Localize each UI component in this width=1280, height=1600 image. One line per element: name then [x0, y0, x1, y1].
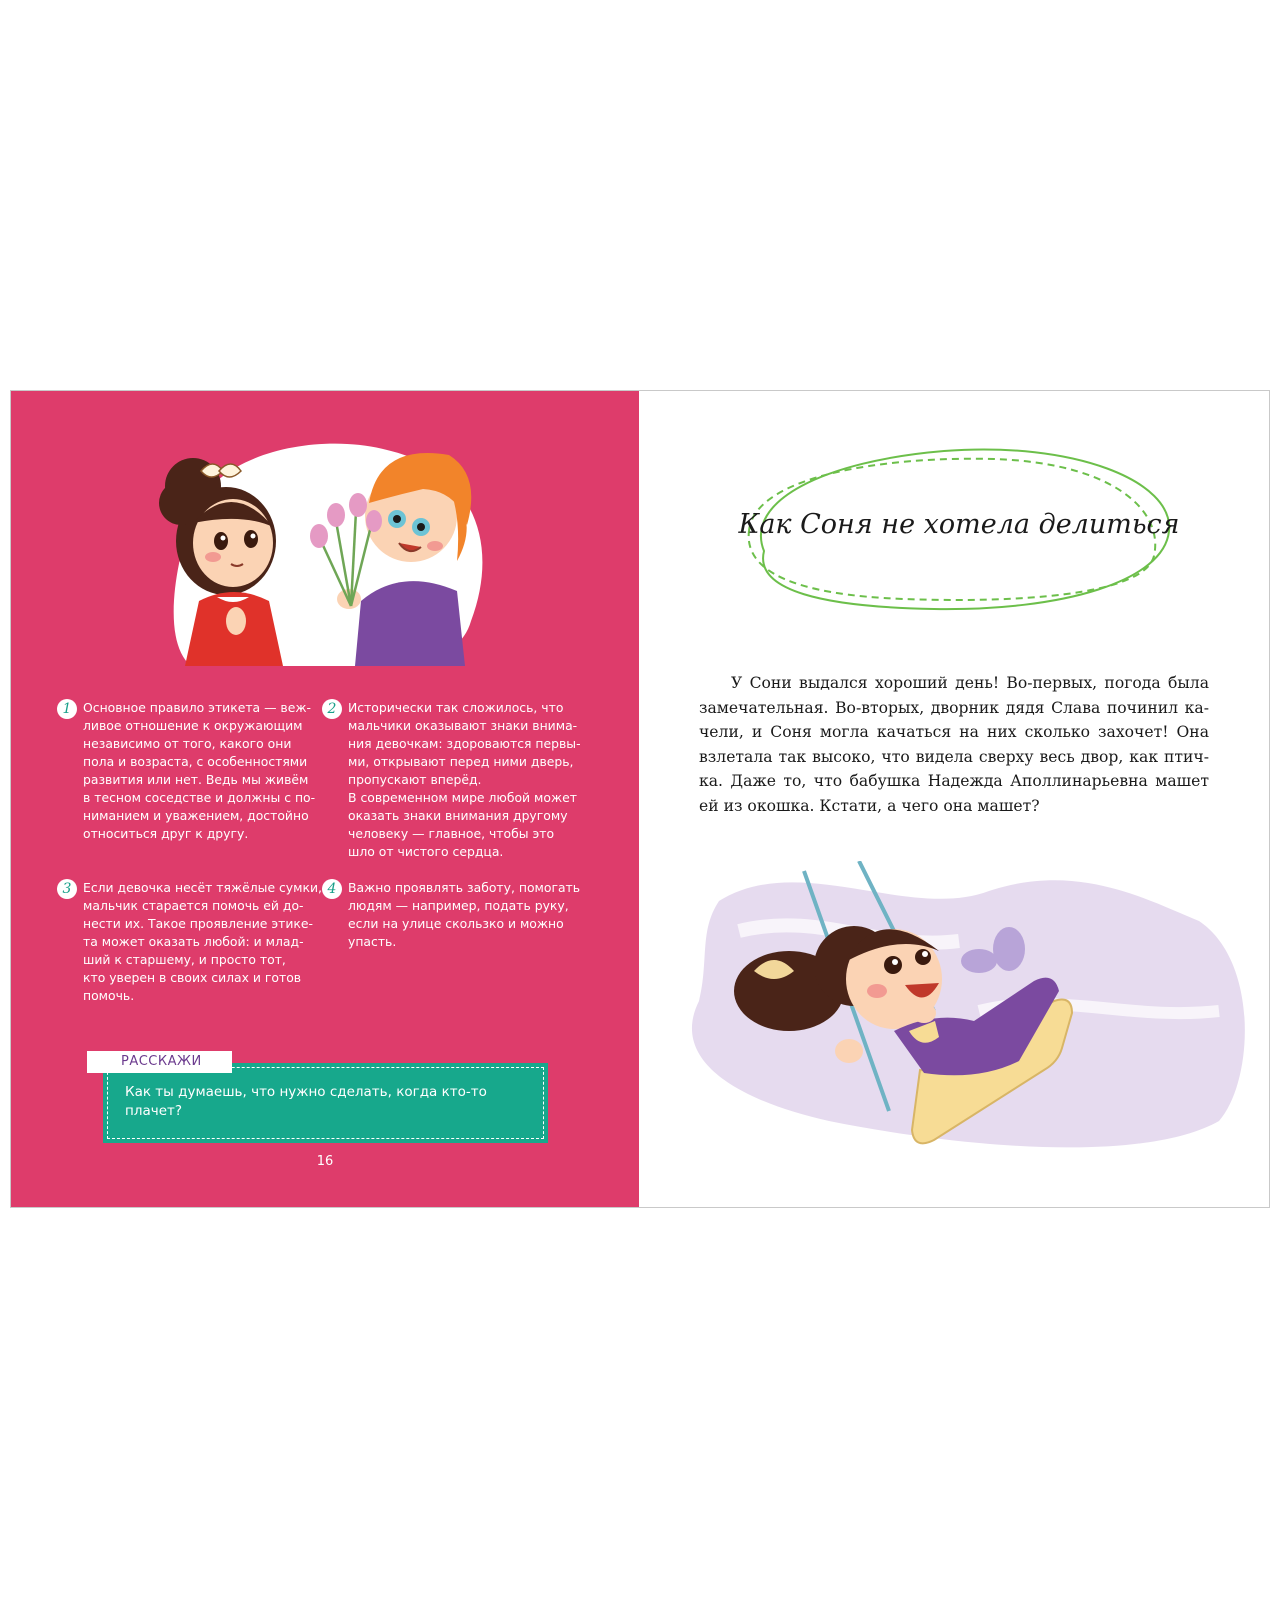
- rule-number-badge: 2: [322, 699, 342, 719]
- question-text: Как ты думаешь, что нужно сделать, когда кто-то плачет?: [125, 1084, 487, 1119]
- story-line: ей из окошка. Кстати, а чего она машет?: [699, 796, 1040, 815]
- rule-4: [327, 879, 598, 951]
- book-spread: [10, 390, 1270, 1208]
- girl-swing-illustration: [679, 861, 1249, 1161]
- rule-text: Важно проявлять заботу, помогать людям — например, подать руку, если на улице скользко и можно упасть.: [348, 880, 581, 949]
- right-page: [639, 391, 1269, 1207]
- kids-flowers-illustration: [121, 431, 511, 671]
- rule-1: [62, 699, 333, 843]
- story-line: ка. Даже то, что бабушка Надежда Аполлинарьевна машет: [699, 772, 1209, 790]
- page-number: 16: [316, 1154, 334, 1169]
- story-text: [699, 671, 1209, 818]
- rule-text: Исторически так сложилось, что мальчики оказывают знаки внима- ния девочкам: здороваются первы- ми, открывают перед ними дверь, пропускают вперёд. В современном мире любой может оказать знаки внимания другому человеку — главное, чтобы это шло от чистого сердца.: [348, 700, 581, 859]
- story-line: чели, и Соня могла качаться на них сколько захочет! Она: [699, 723, 1209, 741]
- rule-number-badge: 1: [57, 699, 77, 719]
- story-line: замечательная. Во-вторых, дворник дядя Слава починил ка-: [699, 698, 1209, 717]
- story-line: У Сони выдался хороший день! Во-первых, погода была: [731, 674, 1209, 692]
- left-page: [11, 391, 639, 1207]
- question-box: [103, 1063, 548, 1143]
- rule-2: [327, 699, 598, 861]
- question-label: РАССКАЖИ: [87, 1051, 232, 1073]
- rule-text: Если девочка несёт тяжёлые сумки, мальчик старается помочь ей до- нести их. Такое проявление этике- та может оказать любой: и млад- ший к старшему, и просто тот, кто уверен в своих силах и готов помочь.: [83, 880, 322, 1003]
- rule-text: Основное правило этикета — веж- ливое отношение к окружающим независимо от того, какого они пола и возраста, с особенностями развития или нет. Ведь мы живём в тесном соседстве и должны с по- ниманием и уважением, достойно относиться друг к другу.: [83, 700, 316, 841]
- rule-number-badge: 4: [322, 879, 342, 899]
- story-title: Как Соня не хотела делиться: [738, 509, 1180, 540]
- story-line: взлетала так высоко, что видела сверху весь двор, как птич-: [699, 747, 1209, 766]
- rule-number-badge: 3: [57, 879, 77, 899]
- rule-3: [62, 879, 333, 1005]
- story-title-frame: [734, 431, 1184, 621]
